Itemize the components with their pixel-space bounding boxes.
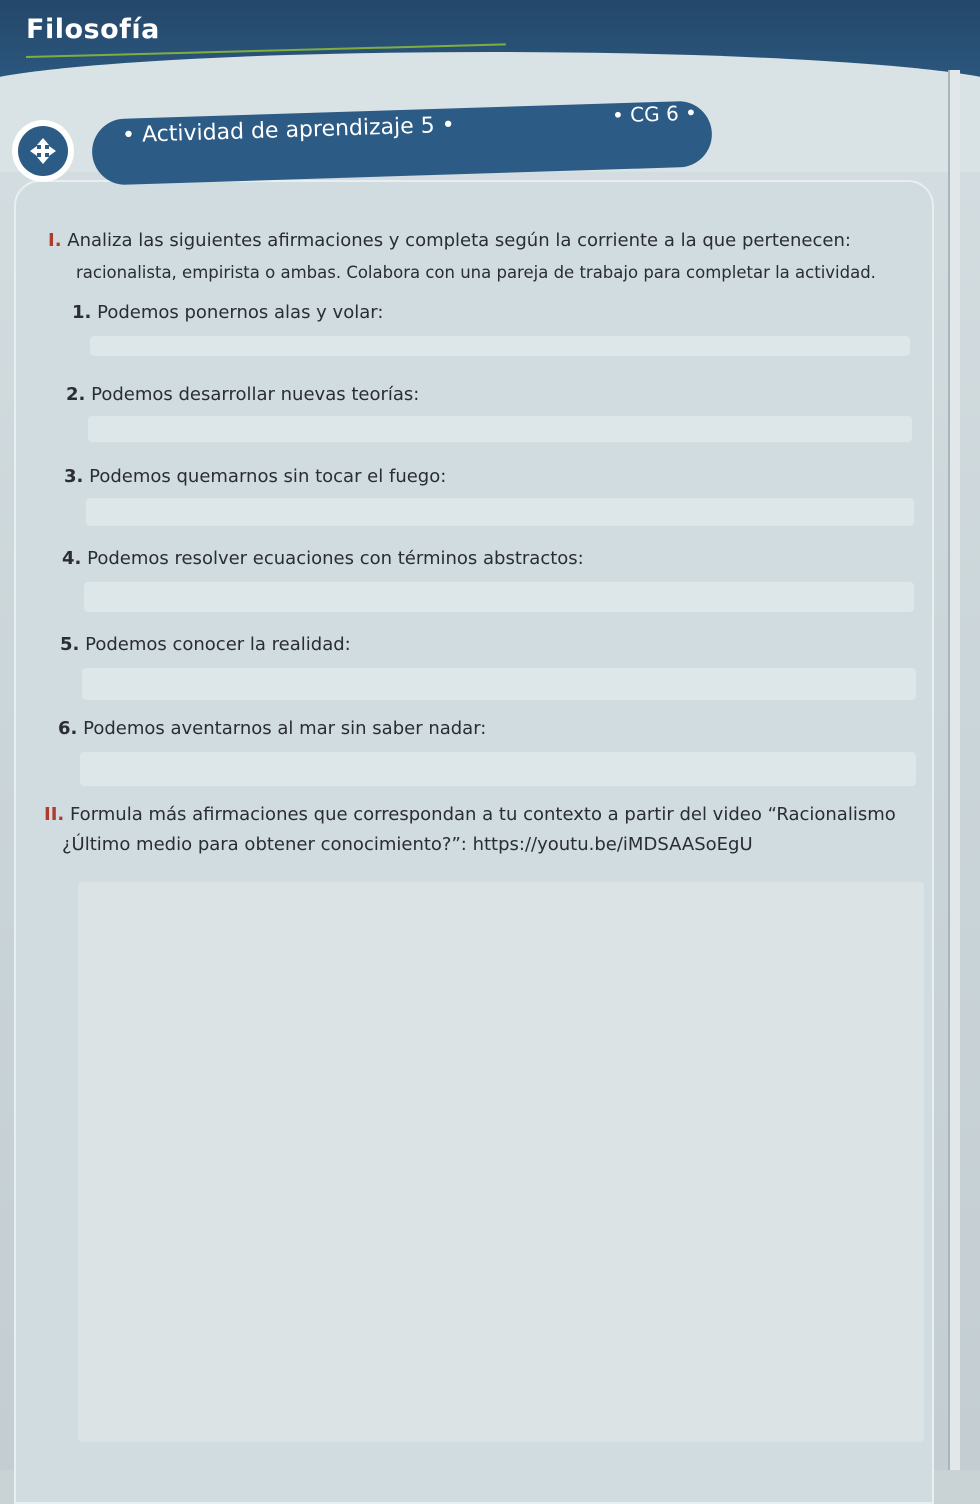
question-4: 4. Podemos resolver ecuaciones con términos abstractos: — [62, 548, 584, 569]
section-i-numeral: I. — [48, 230, 62, 251]
section-i-line-1: Analiza las siguientes afirmaciones y completa según la corriente a la que pertenecen: — [67, 230, 851, 251]
answer-line-4[interactable] — [84, 582, 914, 612]
question-6: 6. Podemos aventarnos al mar sin saber nadar: — [58, 718, 487, 739]
answer-line-1[interactable] — [90, 336, 910, 356]
question-3: 3. Podemos quemarnos sin tocar el fuego: — [64, 466, 447, 487]
question-2: 2. Podemos desarrollar nuevas teorías: — [66, 384, 420, 405]
answer-line-2[interactable] — [88, 416, 912, 442]
section-ii-line-2: ¿Último medio para obtener conocimiento?”: https://youtu.be/iMDSAASoEgU — [62, 834, 753, 855]
answer-line-6[interactable] — [80, 752, 916, 786]
competency-tag: • CG 6 • — [611, 100, 698, 128]
question-5: 5. Podemos conocer la realidad: — [60, 634, 351, 655]
subject-title: Filosofía — [26, 14, 160, 45]
section-ii-line-1: Formula más afirmaciones que correspondan a tu contexto a partir del video “Racionalismo — [69, 804, 896, 825]
section-ii-numeral: II. — [44, 804, 65, 825]
answer-line-3[interactable] — [86, 498, 914, 526]
cross-arrow-icon — [18, 126, 68, 176]
activity-badge — [12, 120, 74, 182]
answer-area-section-ii[interactable] — [78, 882, 924, 1442]
section-ii-instructions — [44, 802, 934, 828]
page-edge — [948, 70, 960, 1470]
answer-line-5[interactable] — [82, 668, 916, 700]
section-i-line-2: racionalista, empirista o ambas. Colabora con una pareja de trabajo para completar la actividad. — [76, 263, 876, 282]
activity-title: • Actividad de aprendizaje 5 • — [121, 112, 456, 149]
question-1: 1. Podemos ponernos alas y volar: — [72, 302, 384, 323]
section-i-instructions — [48, 228, 918, 254]
